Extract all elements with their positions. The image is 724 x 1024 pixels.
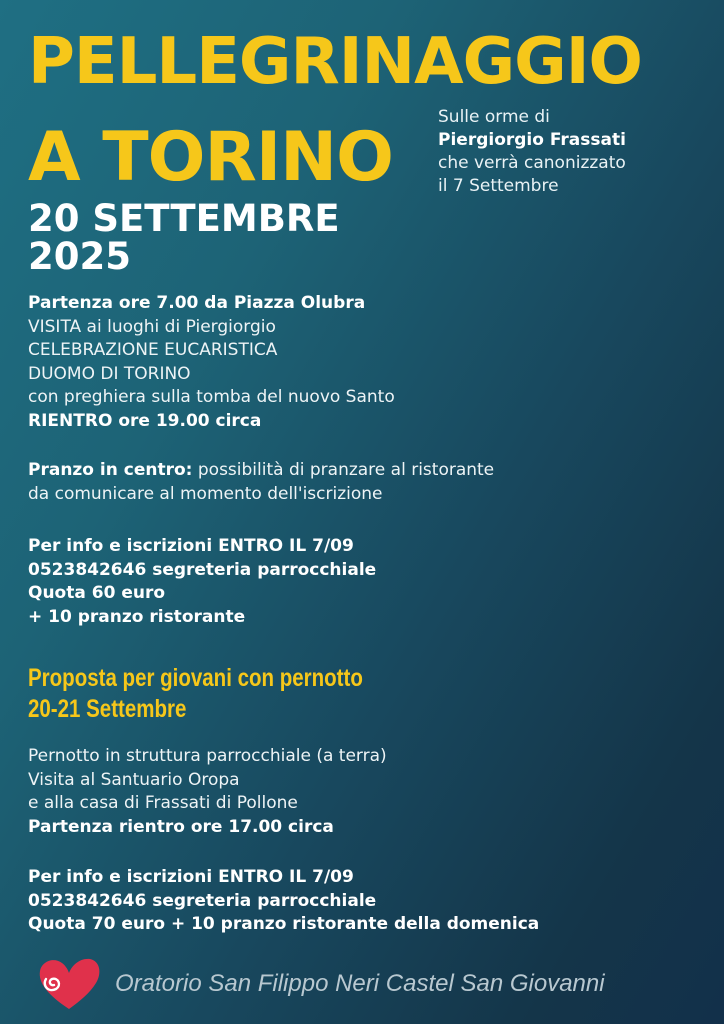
event-date-line-2: 2025 [28,235,131,278]
youth-line-4: Partenza rientro ore 17.00 circa [28,816,334,837]
info2-phone: 0523842646 segreteria parrocchiale [28,890,377,911]
info2-price: Quota 70 euro + 10 pranzo ristorante della domenica [28,914,540,934]
youth-block [28,745,387,839]
info1-line-1: Per info e iscrizioni ENTRO IL 7/09 [28,536,354,556]
side-note-line-3: che verrà canonizzato [438,153,626,173]
side-note [438,106,626,198]
lunch-text: possibilità di pranzare al ristorante [192,460,495,480]
celebration-text: CELEBRAZIONE EUCARISTICA [28,340,278,360]
lunch-line-1 [28,459,494,483]
lunch-block [28,459,494,506]
event-date [28,197,340,278]
youth-line-3: e alla casa di Frassati di Pollone [28,793,298,813]
youth-title-line-2: 20-21 Settembre [28,695,187,723]
return-text: RIENTRO ore 19.00 circa [28,410,262,431]
duomo-text: DUOMO DI TORINO [28,363,191,384]
info1-price: Quota 60 euro [28,583,166,603]
departure-text: Partenza ore 7.00 da Piazza Olubra [28,293,366,313]
lunch-label: Pranzo in centro: [28,460,193,480]
event-date-line-1: 20 SETTEMBRE [28,197,340,240]
youth-title-line-1: Proposta per giovani con pernotto [28,664,363,692]
visit-text: VISITA ai luoghi di Piergiorgio [28,316,276,337]
youth-line-1: Pernotto in struttura parrocchiale (a terra) [28,746,387,766]
heart-swirl-icon [36,955,102,1011]
side-note-line-4: il 7 Settembre [438,176,559,196]
info1-extra: + 10 pranzo ristorante [28,606,246,627]
youth-line-2: Visita al Santuario Oropa [28,769,240,790]
info-block-1 [28,535,376,629]
footer-organization: Oratorio San Filippo Neri Castel San Giovanni [115,970,605,997]
title-line-2: A TORINO [28,118,393,197]
lunch-line-2: da comunicare al momento dell'iscrizione [28,483,383,504]
side-note-line-1: Sulle orme di [438,107,550,127]
title-line-1: PELLEGRINAGGIO [28,25,642,99]
info1-phone: 0523842646 segreteria parrocchiale [28,559,377,580]
prayer-text: con preghiera sulla tomba del nuovo Santo [28,387,395,407]
side-note-line-2: Piergiorgio Frassati [438,130,626,150]
program-block [28,292,395,433]
info-block-2 [28,866,539,937]
youth-title [28,663,363,725]
info2-line-1: Per info e iscrizioni ENTRO IL 7/09 [28,867,354,887]
